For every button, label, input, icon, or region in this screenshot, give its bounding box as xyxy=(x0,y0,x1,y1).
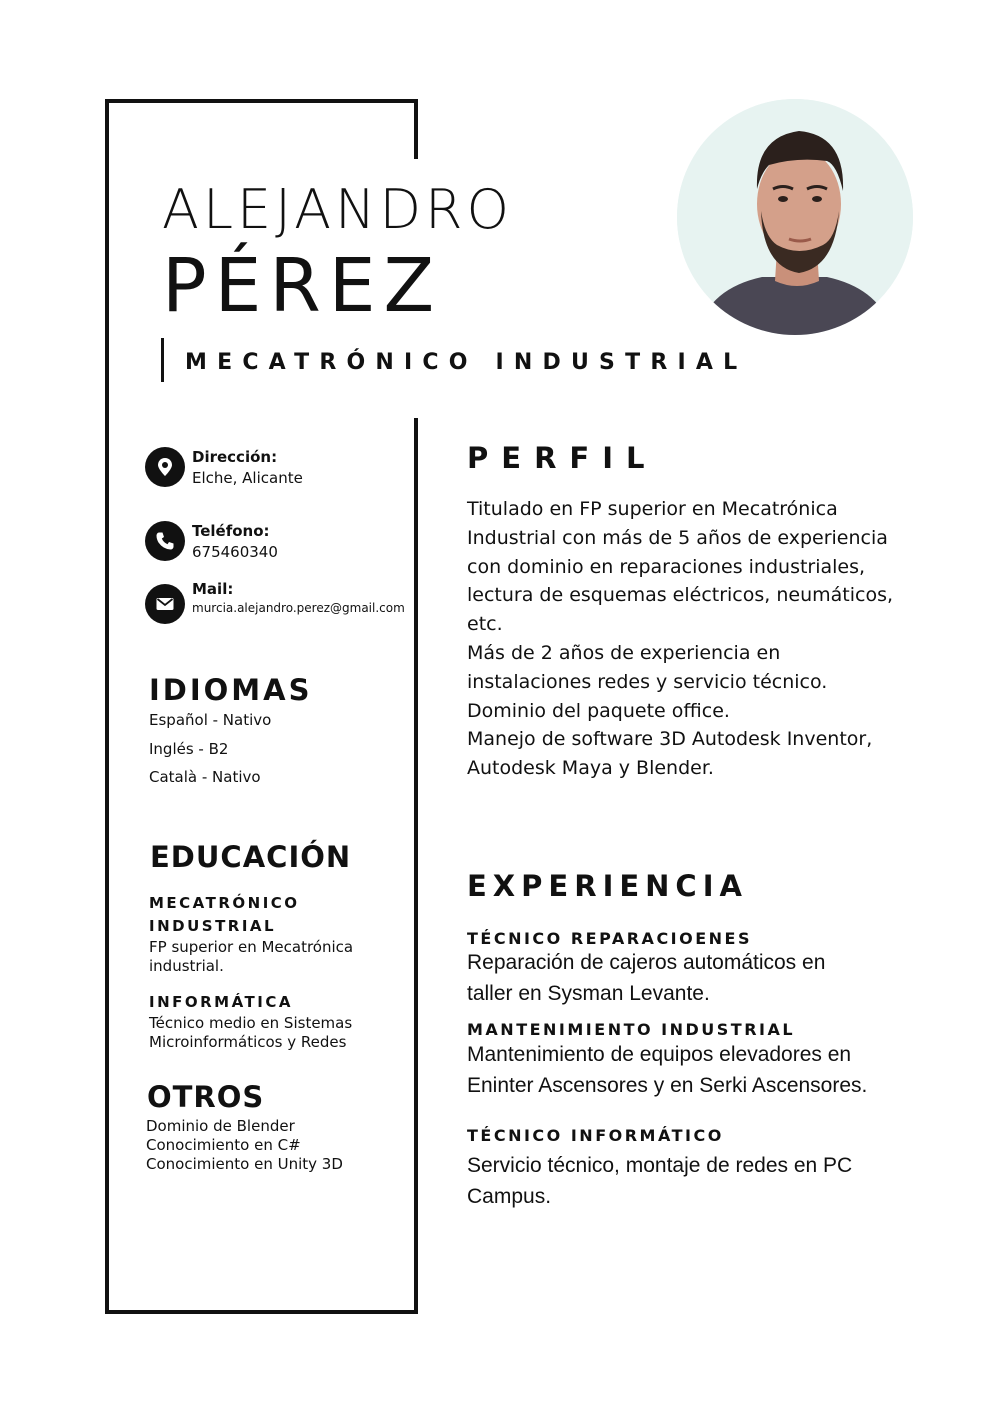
frame-right-bottom xyxy=(414,418,418,1314)
education-desc: Técnico medio en Sistemas xyxy=(149,1014,353,1032)
profile-line: Industrial con más de 5 años de experiencia xyxy=(467,526,888,549)
title-divider xyxy=(161,338,164,382)
others-heading: OTROS xyxy=(147,1080,265,1114)
envelope-icon xyxy=(145,584,185,624)
profile-line: Titulado en FP superior en Mecatrónica xyxy=(467,498,838,520)
education-desc: FP superior en Mecatrónica xyxy=(149,938,354,956)
profile-line: Dominio del paquete office. xyxy=(467,699,730,722)
job-title: MECATRÓNICO INDUSTRIAL xyxy=(185,350,748,375)
phone-label: Teléfono: xyxy=(192,522,270,540)
profile-line: Más de 2 años de experiencia en xyxy=(467,641,781,664)
profile-line: Manejo de software 3D Autodesk Inventor, xyxy=(467,728,873,751)
language-item: Català - Nativo xyxy=(149,768,261,786)
education-title: INDUSTRIAL xyxy=(149,917,277,935)
education-heading: EDUCACIÓN xyxy=(150,840,352,874)
others-item: Conocimiento en Unity 3D xyxy=(146,1155,343,1173)
languages-heading: IDIOMAS xyxy=(149,673,313,707)
education-desc: industrial. xyxy=(149,957,224,975)
experience-desc: Mantenimiento de equipos elevadores en xyxy=(467,1043,852,1066)
address-value: Elche, Alicante xyxy=(192,469,303,487)
experience-title: TÉCNICO INFORMÁTICO xyxy=(467,1126,724,1145)
others-item: Conocimiento en C# xyxy=(146,1136,301,1154)
last-name: PÉREZ xyxy=(162,243,443,329)
profile-photo xyxy=(677,99,913,335)
frame-left xyxy=(105,99,109,1314)
experience-desc: taller en Sysman Levante. xyxy=(467,982,710,1005)
person-portrait-icon xyxy=(677,99,913,335)
experience-desc: Servicio técnico, montaje de redes en PC xyxy=(467,1154,853,1177)
frame-right-top xyxy=(414,99,418,159)
phone-icon xyxy=(145,521,185,561)
mail-label: Mail: xyxy=(192,580,234,598)
education-title: MECATRÓNICO xyxy=(149,894,300,912)
profile-heading: PERFIL xyxy=(467,441,658,475)
experience-heading: EXPERIENCIA xyxy=(467,869,748,903)
profile-line: instalaciones redes y servicio técnico. xyxy=(467,670,828,693)
first-name: ALEJANDRO xyxy=(162,178,514,241)
education-desc: Microinformáticos y Redes xyxy=(149,1033,347,1051)
address-label: Dirección: xyxy=(192,448,278,466)
language-item: Inglés - B2 xyxy=(149,740,229,758)
profile-text xyxy=(467,495,917,783)
others-item: Dominio de Blender xyxy=(146,1117,295,1135)
profile-line: Autodesk Maya y Blender. xyxy=(467,757,714,780)
profile-line: lectura de esquemas eléctricos, neumáticos, xyxy=(467,584,894,607)
experience-desc: Eninter Ascensores y en Serki Ascensores. xyxy=(467,1074,868,1097)
profile-line: con dominio en reparaciones industriales, xyxy=(467,555,866,578)
experience-title: MANTENIMIENTO INDUSTRIAL xyxy=(467,1020,796,1039)
frame-bottom xyxy=(105,1310,418,1314)
profile-line: etc. xyxy=(467,613,503,636)
experience-title: TÉCNICO REPARACIOENES xyxy=(467,929,753,948)
education-title: INFORMÁTICA xyxy=(149,993,293,1011)
language-item: Español - Nativo xyxy=(149,711,272,729)
experience-desc: Campus. xyxy=(467,1185,552,1208)
location-pin-icon xyxy=(145,447,185,487)
phone-value: 675460340 xyxy=(192,543,278,561)
frame-top xyxy=(105,99,418,103)
experience-desc: Reparación de cajeros automáticos en xyxy=(467,951,826,974)
mail-value: murcia.alejandro.perez@gmail.com xyxy=(192,601,405,615)
